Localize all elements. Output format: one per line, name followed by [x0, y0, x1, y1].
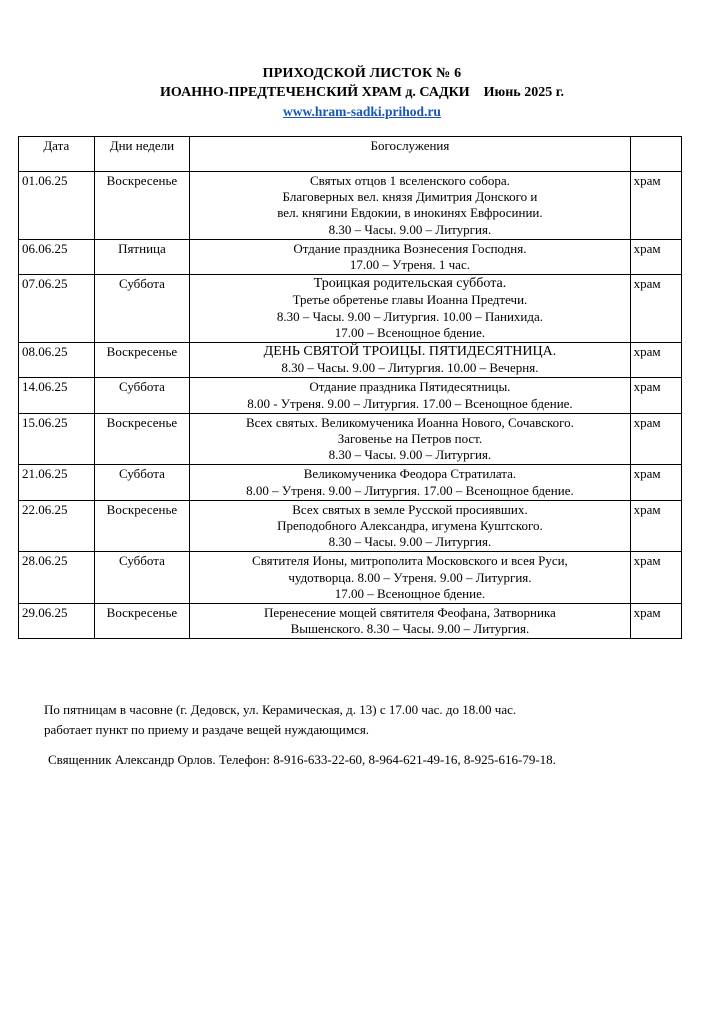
row-services [190, 343, 630, 378]
table-row [19, 343, 682, 378]
service-line: Вышенского. 8.30 – Часы. 9.00 – Литургия. [290, 621, 530, 637]
leaflet-header [0, 64, 724, 121]
row-place: храм [630, 413, 681, 465]
row-services [190, 378, 630, 413]
table-row [19, 172, 682, 240]
church-name: ИОАННО-ПРЕДТЕЧЕНСКИЙ ХРАМ д. САДКИ [160, 85, 470, 100]
row-place: храм [630, 604, 681, 639]
row-place: храм [630, 343, 681, 378]
header-place [630, 137, 681, 172]
service-line: Отдание праздника Пятидесятницы. [309, 379, 511, 395]
service-line: Благоверных вел. князя Димитрия Донского и [282, 189, 538, 205]
row-place: храм [630, 500, 681, 552]
table-header-row [19, 137, 682, 172]
service-line: 8.00 - Утреня. 9.00 – Литургия. 17.00 – Всенощное бдение. [247, 395, 573, 411]
row-day: Воскресенье [94, 172, 190, 240]
service-line: Великомученика Феодора Стратилата. [303, 466, 517, 482]
row-place: храм [630, 172, 681, 240]
row-services [190, 465, 630, 500]
row-place: храм [630, 552, 681, 604]
table-row [19, 500, 682, 552]
table-row [19, 465, 682, 500]
website-link[interactable]: www.hram-sadki.prihod.ru [283, 104, 441, 119]
service-line: вел. княгини Евдокии, в инокинях Евфросинии. [277, 205, 543, 221]
row-day: Воскресенье [94, 343, 190, 378]
church-line [0, 83, 724, 102]
row-day: Суббота [94, 465, 190, 500]
row-date: 06.06.25 [19, 239, 95, 274]
service-line: 8.30 – Часы. 9.00 – Литургия. 10.00 – Панихида. [276, 308, 544, 324]
row-day: Суббота [94, 275, 190, 343]
row-date: 15.06.25 [19, 413, 95, 465]
table-row [19, 378, 682, 413]
row-day: Суббота [94, 552, 190, 604]
table-row [19, 275, 682, 343]
service-line: Всех святых в земле Русской просиявших. [292, 501, 528, 517]
service-line: 8.30 – Часы. 9.00 – Литургия. [328, 447, 492, 463]
row-date: 21.06.25 [19, 465, 95, 500]
footer-line-2: работает пункт по приему и раздаче вещей нуждающимся. [44, 722, 370, 737]
service-line: Святых отцов 1 вселенского собора. [309, 173, 510, 188]
row-day: Воскресенье [94, 413, 190, 465]
leaflet-title: ПРИХОДСКОЙ ЛИСТОК № 6 [262, 66, 462, 81]
row-services [190, 275, 630, 343]
table-row [19, 604, 682, 639]
table-row [19, 239, 682, 274]
row-place: храм [630, 378, 681, 413]
service-line: Заговенье на Петров пост. [337, 431, 483, 447]
service-line: Святителя Ионы, митрополита Московского и всея Руси, [252, 553, 568, 569]
service-line: Преподобного Александра, игумена Куштского. [277, 518, 543, 534]
service-line: Третье обретенье главы Иоанна Предтечи. [292, 292, 528, 308]
header-services: Богослужения [190, 137, 630, 172]
schedule-table [18, 136, 682, 639]
row-services [190, 500, 630, 552]
row-date: 14.06.25 [19, 378, 95, 413]
row-place: храм [630, 239, 681, 274]
service-line: 8.30 – Часы. 9.00 – Литургия. 10.00 – Вечерня. [281, 360, 539, 376]
service-line: Перенесение мощей святителя Феофана, Затворника [264, 605, 556, 621]
service-line: 8.00 – Утреня. 9.00 – Литургия. 17.00 – Всенощное бдение. [246, 482, 574, 498]
table-row [19, 552, 682, 604]
service-line: 8.30 – Часы. 9.00 – Литургия. [328, 221, 492, 237]
row-day: Воскресенье [94, 604, 190, 639]
row-date: 28.06.25 [19, 552, 95, 604]
row-date: 01.06.25 [19, 172, 95, 240]
row-date: 22.06.25 [19, 500, 95, 552]
table-row [19, 413, 682, 465]
service-line: ДЕНЬ СВЯТОЙ ТРОИЦЫ. ПЯТИДЕСЯТНИЦА. [263, 344, 557, 360]
service-line: Отдание праздника Вознесения Господня. [293, 240, 527, 256]
header-day: Дни недели [94, 137, 190, 172]
service-line: чудотворца. 8.00 – Утреня. 9.00 – Литургия. [288, 569, 532, 585]
service-line: 17.00 – Всенощное бдение. [334, 585, 486, 601]
service-line: 17.00 – Утреня. 1 час. [349, 257, 470, 273]
footer [44, 700, 704, 770]
header-date: Дата [19, 137, 95, 172]
row-day: Пятница [94, 239, 190, 274]
row-place: храм [630, 465, 681, 500]
row-services [190, 172, 630, 240]
row-date: 07.06.25 [19, 275, 95, 343]
service-line: 8.30 – Часы. 9.00 – Литургия. [328, 534, 492, 550]
service-line: 17.00 – Всенощное бдение. [334, 324, 486, 340]
row-services [190, 604, 630, 639]
row-date: 08.06.25 [19, 343, 95, 378]
service-line: Троицкая родительская суббота. [313, 276, 507, 292]
row-day: Воскресенье [94, 500, 190, 552]
month-label: Июнь 2025 г. [483, 85, 564, 100]
footer-contact: Священник Александр Орлов. Телефон: 8-916-633-22-60, 8-964-621-49-16, 8-925-616-79-18. [48, 752, 556, 767]
row-services [190, 413, 630, 465]
service-line: Всех святых. Великомученика Иоанна Нового, Сочавского. [245, 414, 574, 430]
row-services [190, 552, 630, 604]
row-services [190, 239, 630, 274]
row-day: Суббота [94, 378, 190, 413]
footer-line-1: По пятницам в часовне (г. Дедовск, ул. Керамическая, д. 13) с 17.00 час. до 18.00 час. [44, 702, 517, 717]
row-date: 29.06.25 [19, 604, 95, 639]
row-place: храм [630, 275, 681, 343]
